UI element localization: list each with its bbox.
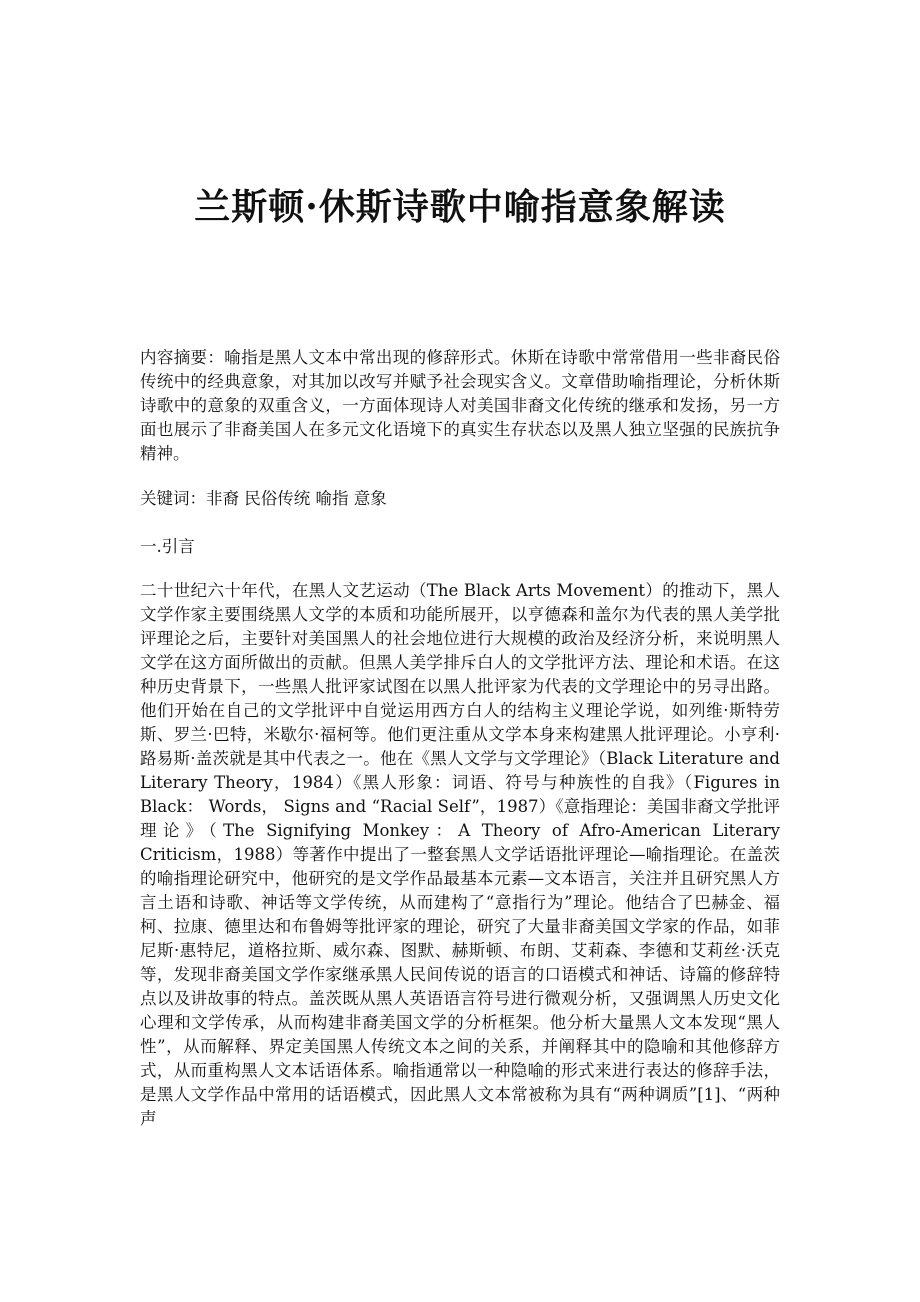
body-paragraph: 二十世纪六十年代，在黑人文艺运动（The Black Arts Movement）的推动下，黑人文学作家主要围绕黑人文学的本质和功能所展开，以亨德森和盖尔为代表的黑人美学批评理论之后，主要针对美国黑人的社会地位进行大规模的政治及经济分析，来说明黑人文学在这方面所做出的贡献。但黑人美学排斥白人的文学批评方法、理论和术语。在这种历史背景下，一些黑人批评家试图在以黑人批评家为代表的文学理论中的另寻出路。他们开始在自己的文学批评中自觉运用西方白人的结构主义理论学说，如列维·斯特劳斯、罗兰·巴特，米歇尔·福柯等。他们更注重从文学本身来构建黑人批评理论。小亨利·路易斯·盖茨就是其中代表之一。他在《黑人文学与文学理论》（Black Literature and Literary Theory，1984）《黑人形象：词语、符号与种族性的自我》（Figures in Black： Words， Signs and “Racial Self”，1987）《意指理论：美国非裔文学批评理论》（The Signifying Monkey：A Theory of Afro-American Literary Criticism，1988）等著作中提出了一整套黑人文学话语批评理论—喻指理论。在盖茨的喻指理论研究中，他研究的是文学作品最基本元素—文本语言，关注并且研究黑人方言土语和诗歌、神话等文学传统，从而建构了“意指行为”理论。他结合了巴赫金、福柯、拉康、德里达和布鲁姆等批评家的理论，研究了大量非裔美国文学家的作品，如菲尼斯·惠特尼，道格拉斯、威尔森、图默、赫斯顿、布朗、艾莉森、李德和艾莉丝·沃克等，发现非裔美国文学作家继承黑人民间传说的语言的口语模式和神话、诗篇的修辞特点以及讲故事的特点。盖茨既从黑人英语语言符号进行微观分析，又强调黑人历史文化心理和文学传承，从而构建非裔美国文学的分析框架。他分析大量黑人文本发现“黑人性”，从而解释、界定美国黑人传统文本之间的关系，并阐释其中的隐喻和其他修辞方式，从而重构黑人文本话语体系。喻指通常以一种隐喻的形式来进行表达的修辞手法，是黑人文学作品中常用的话语模式，因此黑人文本常被称为具有“两种调质”[1]、“两种声: [140, 581, 780, 1128]
document-title: 兰斯顿·休斯诗歌中喻指意象解读: [194, 186, 726, 228]
keywords-line: 关键词：非裔 民俗传统 喻指 意象: [140, 489, 387, 508]
section-heading: 一.引言: [140, 537, 195, 556]
abstract-paragraph: 内容摘要：喻指是黑人文本中常出现的修辞形式。休斯在诗歌中常常借用一些非裔民俗传统中的经典意象，对其加以改写并赋予社会现实含义。文章借助喻指理论，分析休斯诗歌中的意象的双重含义，一方面体现诗人对美国非裔文化传统的继承和发扬，另一方面也展示了非裔美国人在多元文化语境下的真实生存状态以及黑人独立坚强的民族抗争精神。: [140, 348, 780, 463]
